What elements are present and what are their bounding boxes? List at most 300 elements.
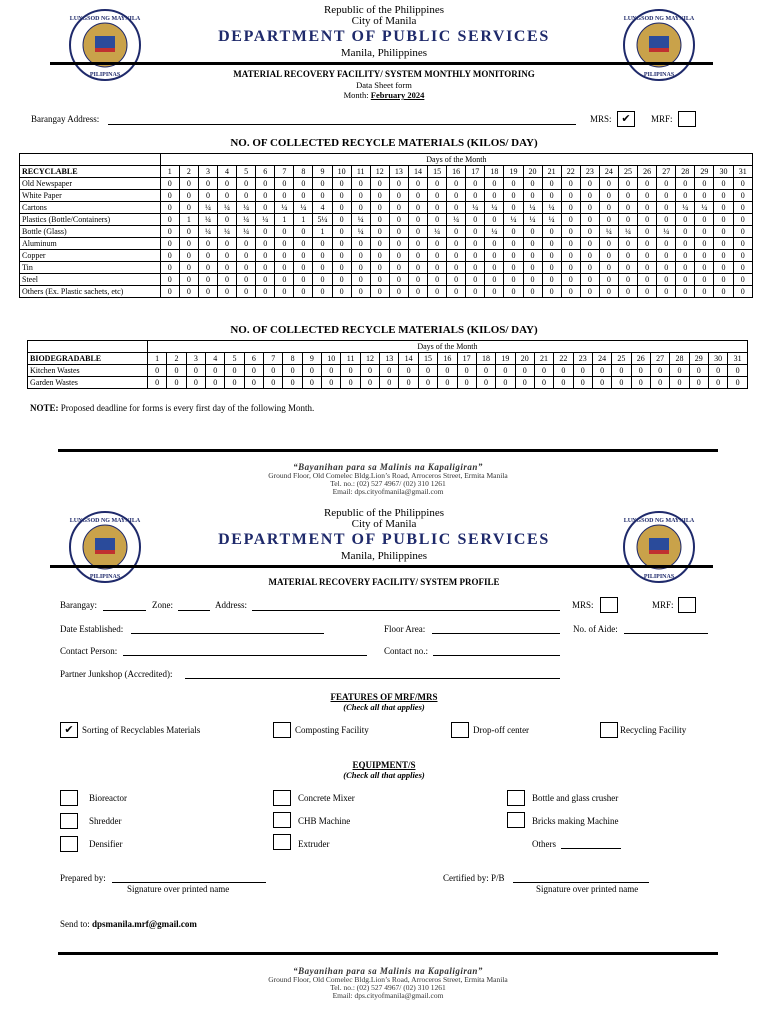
equip-densifier-checkbox[interactable] [60, 836, 78, 852]
day-value-cell[interactable]: 0 [447, 202, 466, 214]
day-value-cell[interactable]: 0 [657, 190, 676, 202]
day-value-cell[interactable]: 0 [733, 274, 752, 286]
day-value-cell[interactable]: 0 [714, 250, 733, 262]
day-value-cell[interactable]: 0 [389, 190, 408, 202]
day-value-cell[interactable]: 0 [466, 190, 485, 202]
day-value-cell[interactable]: ¼ [676, 202, 695, 214]
day-value-cell[interactable]: 4 [313, 202, 332, 214]
day-value-cell[interactable]: 0 [466, 262, 485, 274]
day-value-cell[interactable]: 0 [714, 286, 733, 298]
day-value-cell[interactable]: 0 [370, 262, 389, 274]
day-value-cell[interactable]: 0 [264, 365, 283, 377]
day-value-cell[interactable]: 0 [638, 190, 657, 202]
day-value-cell[interactable]: 0 [618, 238, 637, 250]
day-value-cell[interactable]: 0 [612, 365, 631, 377]
day-value-cell[interactable]: 0 [561, 202, 580, 214]
day-value-cell[interactable]: 0 [580, 202, 599, 214]
day-value-cell[interactable]: 0 [733, 250, 752, 262]
day-value-cell[interactable]: 0 [523, 178, 542, 190]
day-value-cell[interactable]: ¼ [198, 202, 217, 214]
day-value-cell[interactable]: 0 [714, 214, 733, 226]
day-value-cell[interactable]: 0 [504, 262, 523, 274]
day-value-cell[interactable]: 0 [218, 262, 237, 274]
day-value-cell[interactable]: 0 [225, 365, 244, 377]
day-value-cell[interactable]: 0 [638, 238, 657, 250]
day-value-cell[interactable]: 0 [638, 274, 657, 286]
day-value-cell[interactable]: 0 [275, 226, 294, 238]
day-value-cell[interactable]: 0 [370, 250, 389, 262]
day-value-cell[interactable]: 0 [256, 274, 275, 286]
day-value-cell[interactable]: 0 [332, 274, 351, 286]
day-value-cell[interactable]: 0 [256, 226, 275, 238]
day-value-cell[interactable]: 0 [198, 262, 217, 274]
day-value-cell[interactable]: 0 [389, 286, 408, 298]
day-value-cell[interactable]: 0 [676, 250, 695, 262]
day-value-cell[interactable]: 0 [638, 250, 657, 262]
day-value-cell[interactable]: 0 [485, 286, 504, 298]
day-value-cell[interactable]: 0 [380, 377, 399, 389]
day-value-cell[interactable]: 0 [504, 250, 523, 262]
day-value-cell[interactable]: 0 [148, 377, 167, 389]
junkshop-field[interactable] [185, 678, 560, 679]
day-value-cell[interactable]: 0 [370, 190, 389, 202]
day-value-cell[interactable]: 0 [275, 274, 294, 286]
day-value-cell[interactable]: 0 [618, 202, 637, 214]
day-value-cell[interactable]: 0 [418, 377, 437, 389]
day-value-cell[interactable]: 0 [332, 238, 351, 250]
day-value-cell[interactable]: 0 [218, 274, 237, 286]
day-value-cell[interactable]: 0 [612, 377, 631, 389]
day-value-cell[interactable]: 0 [160, 274, 179, 286]
day-value-cell[interactable]: 0 [580, 190, 599, 202]
day-value-cell[interactable]: 0 [573, 377, 592, 389]
day-value-cell[interactable]: 0 [523, 250, 542, 262]
day-value-cell[interactable]: 0 [167, 377, 186, 389]
day-value-cell[interactable]: 0 [485, 190, 504, 202]
equip-others-field[interactable] [561, 848, 621, 849]
day-value-cell[interactable]: 0 [351, 286, 370, 298]
profile-mrf-checkbox[interactable] [678, 597, 696, 613]
day-value-cell[interactable]: 0 [206, 377, 225, 389]
day-value-cell[interactable]: 0 [657, 214, 676, 226]
day-value-cell[interactable]: 0 [256, 202, 275, 214]
day-value-cell[interactable]: ¼ [599, 226, 618, 238]
day-value-cell[interactable]: 0 [198, 274, 217, 286]
day-value-cell[interactable]: 0 [561, 262, 580, 274]
equip-bottle-crusher-checkbox[interactable] [507, 790, 525, 806]
day-value-cell[interactable]: 0 [160, 178, 179, 190]
day-value-cell[interactable]: 0 [676, 214, 695, 226]
day-value-cell[interactable]: 0 [457, 377, 476, 389]
day-value-cell[interactable]: 0 [504, 178, 523, 190]
day-value-cell[interactable]: 0 [650, 377, 669, 389]
day-value-cell[interactable]: 1 [294, 214, 313, 226]
day-value-cell[interactable]: 0 [294, 250, 313, 262]
day-value-cell[interactable]: 0 [179, 202, 198, 214]
certified-by-field[interactable] [513, 882, 649, 883]
day-value-cell[interactable]: ¼ [523, 202, 542, 214]
day-value-cell[interactable]: 0 [496, 365, 515, 377]
day-value-cell[interactable]: 0 [351, 250, 370, 262]
day-value-cell[interactable]: 0 [313, 262, 332, 274]
day-value-cell[interactable]: 0 [580, 274, 599, 286]
day-value-cell[interactable]: 0 [244, 377, 263, 389]
day-value-cell[interactable]: 0 [302, 365, 321, 377]
day-value-cell[interactable]: 0 [561, 274, 580, 286]
day-value-cell[interactable]: 0 [580, 238, 599, 250]
day-value-cell[interactable]: 0 [580, 214, 599, 226]
day-value-cell[interactable]: 0 [561, 226, 580, 238]
day-value-cell[interactable]: 0 [237, 286, 256, 298]
day-value-cell[interactable]: 0 [599, 178, 618, 190]
day-value-cell[interactable]: 0 [179, 190, 198, 202]
day-value-cell[interactable]: 0 [485, 274, 504, 286]
day-value-cell[interactable]: 0 [447, 238, 466, 250]
day-value-cell[interactable]: 0 [504, 202, 523, 214]
equip-extruder-checkbox[interactable] [273, 834, 291, 850]
day-value-cell[interactable]: 0 [237, 178, 256, 190]
day-value-cell[interactable]: 0 [313, 250, 332, 262]
day-value-cell[interactable]: 0 [294, 226, 313, 238]
day-value-cell[interactable]: 0 [198, 286, 217, 298]
day-value-cell[interactable]: 0 [206, 365, 225, 377]
day-value-cell[interactable]: 0 [733, 214, 752, 226]
day-value-cell[interactable]: 0 [676, 262, 695, 274]
day-value-cell[interactable]: 0 [160, 190, 179, 202]
day-value-cell[interactable]: 0 [447, 226, 466, 238]
day-value-cell[interactable]: 0 [523, 190, 542, 202]
prepared-by-field[interactable] [112, 882, 266, 883]
day-value-cell[interactable]: 0 [618, 178, 637, 190]
day-value-cell[interactable]: 0 [733, 262, 752, 274]
day-value-cell[interactable]: ¼ [695, 202, 714, 214]
day-value-cell[interactable]: 0 [466, 226, 485, 238]
equip-shredder-checkbox[interactable] [60, 813, 78, 829]
day-value-cell[interactable]: 0 [389, 178, 408, 190]
day-value-cell[interactable]: 0 [466, 238, 485, 250]
day-value-cell[interactable]: 0 [275, 262, 294, 274]
day-value-cell[interactable]: 0 [504, 286, 523, 298]
day-value-cell[interactable]: 0 [237, 250, 256, 262]
day-value-cell[interactable]: 0 [408, 286, 427, 298]
day-value-cell[interactable]: 0 [332, 214, 351, 226]
equip-chb-checkbox[interactable] [273, 812, 291, 828]
day-value-cell[interactable]: 0 [428, 214, 447, 226]
day-value-cell[interactable]: 0 [179, 178, 198, 190]
day-value-cell[interactable]: 0 [160, 250, 179, 262]
day-value-cell[interactable]: 0 [370, 214, 389, 226]
day-value-cell[interactable]: 0 [332, 262, 351, 274]
day-value-cell[interactable]: 0 [275, 250, 294, 262]
day-value-cell[interactable]: 0 [389, 202, 408, 214]
day-value-cell[interactable]: 0 [676, 238, 695, 250]
day-value-cell[interactable]: 0 [332, 286, 351, 298]
day-value-cell[interactable]: 0 [160, 226, 179, 238]
day-value-cell[interactable]: 0 [218, 178, 237, 190]
day-value-cell[interactable]: 0 [728, 377, 748, 389]
day-value-cell[interactable]: 0 [534, 365, 553, 377]
zone-field[interactable] [178, 610, 210, 611]
day-value-cell[interactable]: 0 [733, 286, 752, 298]
day-value-cell[interactable]: 0 [695, 274, 714, 286]
day-value-cell[interactable]: 0 [218, 238, 237, 250]
day-value-cell[interactable]: 0 [504, 190, 523, 202]
feature-recycling-checkbox[interactable] [600, 722, 618, 738]
day-value-cell[interactable]: 1 [275, 214, 294, 226]
day-value-cell[interactable]: ¼ [618, 226, 637, 238]
day-value-cell[interactable]: 0 [418, 365, 437, 377]
day-value-cell[interactable]: 0 [657, 238, 676, 250]
day-value-cell[interactable]: 0 [618, 274, 637, 286]
day-value-cell[interactable]: 0 [599, 238, 618, 250]
day-value-cell[interactable]: 0 [599, 286, 618, 298]
day-value-cell[interactable]: 0 [370, 226, 389, 238]
day-value-cell[interactable]: 0 [515, 377, 534, 389]
day-value-cell[interactable]: 0 [351, 202, 370, 214]
day-value-cell[interactable]: 0 [438, 377, 457, 389]
day-value-cell[interactable]: 0 [160, 202, 179, 214]
day-value-cell[interactable]: 0 [638, 202, 657, 214]
day-value-cell[interactable]: 0 [351, 238, 370, 250]
day-value-cell[interactable]: ¼ [256, 214, 275, 226]
day-value-cell[interactable]: 0 [714, 202, 733, 214]
day-value-cell[interactable]: 0 [447, 262, 466, 274]
day-value-cell[interactable]: 0 [360, 365, 379, 377]
day-value-cell[interactable]: 0 [476, 365, 495, 377]
day-value-cell[interactable]: 0 [695, 286, 714, 298]
day-value-cell[interactable]: 0 [179, 274, 198, 286]
day-value-cell[interactable]: 0 [695, 190, 714, 202]
day-value-cell[interactable]: 0 [351, 190, 370, 202]
day-value-cell[interactable]: 0 [167, 365, 186, 377]
day-value-cell[interactable]: 0 [275, 178, 294, 190]
day-value-cell[interactable]: ¼ [237, 214, 256, 226]
day-value-cell[interactable]: 0 [294, 178, 313, 190]
day-value-cell[interactable]: 0 [618, 250, 637, 262]
day-value-cell[interactable]: 0 [599, 250, 618, 262]
day-value-cell[interactable]: 0 [399, 365, 418, 377]
day-value-cell[interactable]: 0 [504, 274, 523, 286]
day-value-cell[interactable]: 0 [408, 202, 427, 214]
day-value-cell[interactable]: 0 [322, 365, 341, 377]
day-value-cell[interactable]: 0 [332, 226, 351, 238]
day-value-cell[interactable]: ¼ [275, 202, 294, 214]
day-value-cell[interactable]: 0 [561, 214, 580, 226]
day-value-cell[interactable]: 0 [408, 262, 427, 274]
day-value-cell[interactable]: 0 [523, 286, 542, 298]
day-value-cell[interactable]: 0 [728, 365, 748, 377]
day-value-cell[interactable]: ¼ [294, 202, 313, 214]
day-value-cell[interactable]: 0 [695, 238, 714, 250]
day-value-cell[interactable]: 0 [733, 226, 752, 238]
day-value-cell[interactable]: 0 [313, 190, 332, 202]
day-value-cell[interactable]: 0 [332, 250, 351, 262]
day-value-cell[interactable]: 0 [714, 226, 733, 238]
day-value-cell[interactable]: 0 [676, 274, 695, 286]
profile-mrs-checkbox[interactable] [600, 597, 618, 613]
day-value-cell[interactable]: 0 [631, 377, 650, 389]
day-value-cell[interactable]: 0 [714, 178, 733, 190]
day-value-cell[interactable]: ¼ [351, 226, 370, 238]
day-value-cell[interactable]: 0 [580, 226, 599, 238]
day-value-cell[interactable]: 0 [256, 238, 275, 250]
day-value-cell[interactable]: 0 [657, 286, 676, 298]
day-value-cell[interactable]: 0 [714, 238, 733, 250]
day-value-cell[interactable]: 0 [389, 262, 408, 274]
day-value-cell[interactable]: 0 [275, 238, 294, 250]
day-value-cell[interactable]: 0 [198, 250, 217, 262]
day-value-cell[interactable]: 0 [542, 238, 561, 250]
day-value-cell[interactable]: 0 [294, 262, 313, 274]
day-value-cell[interactable]: 0 [179, 262, 198, 274]
day-value-cell[interactable]: 0 [447, 190, 466, 202]
day-value-cell[interactable]: 0 [695, 226, 714, 238]
day-value-cell[interactable]: 0 [714, 190, 733, 202]
day-value-cell[interactable]: 0 [496, 377, 515, 389]
day-value-cell[interactable]: ¼ [198, 226, 217, 238]
contact-no-field[interactable] [433, 655, 560, 656]
day-value-cell[interactable]: 0 [160, 238, 179, 250]
day-value-cell[interactable]: 0 [332, 202, 351, 214]
day-value-cell[interactable]: 0 [447, 178, 466, 190]
day-value-cell[interactable]: 0 [466, 178, 485, 190]
day-value-cell[interactable]: 0 [618, 286, 637, 298]
day-value-cell[interactable]: 0 [275, 286, 294, 298]
day-value-cell[interactable]: 0 [283, 365, 302, 377]
day-value-cell[interactable]: 1 [179, 214, 198, 226]
equip-bioreactor-checkbox[interactable] [60, 790, 78, 806]
no-of-aide-field[interactable] [624, 633, 708, 634]
day-value-cell[interactable]: 0 [561, 178, 580, 190]
day-value-cell[interactable]: 0 [542, 226, 561, 238]
day-value-cell[interactable]: 0 [148, 365, 167, 377]
day-value-cell[interactable]: 0 [370, 178, 389, 190]
feature-sorting-checkbox[interactable]: ✔ [60, 722, 78, 738]
day-value-cell[interactable]: 0 [542, 262, 561, 274]
day-value-cell[interactable]: 0 [618, 214, 637, 226]
mrf-checkbox[interactable] [678, 111, 696, 127]
day-value-cell[interactable]: 0 [225, 377, 244, 389]
day-value-cell[interactable]: 0 [638, 214, 657, 226]
day-value-cell[interactable]: 0 [264, 377, 283, 389]
day-value-cell[interactable]: 0 [485, 214, 504, 226]
day-value-cell[interactable]: 0 [428, 262, 447, 274]
day-value-cell[interactable]: 0 [244, 365, 263, 377]
day-value-cell[interactable]: 0 [237, 262, 256, 274]
day-value-cell[interactable]: 0 [389, 226, 408, 238]
day-value-cell[interactable]: 0 [408, 214, 427, 226]
day-value-cell[interactable]: 0 [218, 190, 237, 202]
feature-dropoff-checkbox[interactable] [451, 722, 469, 738]
day-value-cell[interactable]: 0 [313, 238, 332, 250]
day-value-cell[interactable]: 0 [733, 202, 752, 214]
send-to-email[interactable]: dpsmanila.mrf@gmail.com [92, 919, 197, 929]
day-value-cell[interactable]: 0 [695, 262, 714, 274]
day-value-cell[interactable]: 0 [447, 250, 466, 262]
day-value-cell[interactable]: 0 [447, 286, 466, 298]
day-value-cell[interactable]: 0 [599, 262, 618, 274]
day-value-cell[interactable]: 0 [370, 238, 389, 250]
day-value-cell[interactable]: 0 [523, 274, 542, 286]
day-value-cell[interactable]: 0 [618, 190, 637, 202]
day-value-cell[interactable]: 0 [657, 178, 676, 190]
day-value-cell[interactable]: 0 [554, 377, 573, 389]
day-value-cell[interactable]: 0 [466, 286, 485, 298]
day-value-cell[interactable]: 0 [695, 214, 714, 226]
day-value-cell[interactable]: 0 [599, 202, 618, 214]
day-value-cell[interactable]: 0 [179, 286, 198, 298]
day-value-cell[interactable]: 0 [237, 274, 256, 286]
day-value-cell[interactable]: 0 [657, 274, 676, 286]
day-value-cell[interactable]: 0 [689, 365, 708, 377]
day-value-cell[interactable]: 0 [733, 190, 752, 202]
day-value-cell[interactable]: 0 [160, 214, 179, 226]
day-value-cell[interactable]: 0 [523, 226, 542, 238]
day-value-cell[interactable]: ¼ [351, 214, 370, 226]
day-value-cell[interactable]: 0 [695, 250, 714, 262]
day-value-cell[interactable]: 0 [534, 377, 553, 389]
mrs-checkbox[interactable]: ✔ [617, 111, 635, 127]
contact-person-field[interactable] [123, 655, 367, 656]
day-value-cell[interactable]: 0 [399, 377, 418, 389]
day-value-cell[interactable]: ¼ [542, 202, 561, 214]
day-value-cell[interactable]: 0 [670, 365, 689, 377]
day-value-cell[interactable]: 5¼ [313, 214, 332, 226]
day-value-cell[interactable]: 0 [670, 377, 689, 389]
day-value-cell[interactable]: ¼ [657, 226, 676, 238]
equip-concrete-mixer-checkbox[interactable] [273, 790, 291, 806]
day-value-cell[interactable]: 0 [160, 262, 179, 274]
day-value-cell[interactable]: 0 [561, 250, 580, 262]
day-value-cell[interactable]: 0 [218, 214, 237, 226]
day-value-cell[interactable]: ¼ [504, 214, 523, 226]
day-value-cell[interactable]: 0 [599, 190, 618, 202]
day-value-cell[interactable]: 0 [428, 238, 447, 250]
day-value-cell[interactable]: 0 [389, 250, 408, 262]
day-value-cell[interactable]: 0 [198, 190, 217, 202]
day-value-cell[interactable]: 0 [428, 286, 447, 298]
day-value-cell[interactable]: 0 [689, 377, 708, 389]
day-value-cell[interactable]: 0 [714, 262, 733, 274]
day-value-cell[interactable]: 0 [332, 178, 351, 190]
day-value-cell[interactable]: 0 [179, 250, 198, 262]
day-value-cell[interactable]: 0 [408, 238, 427, 250]
day-value-cell[interactable]: 0 [438, 365, 457, 377]
day-value-cell[interactable]: 0 [294, 190, 313, 202]
day-value-cell[interactable]: 0 [256, 262, 275, 274]
floor-area-field[interactable] [432, 633, 560, 634]
day-value-cell[interactable]: 0 [313, 274, 332, 286]
day-value-cell[interactable]: ¼ [428, 226, 447, 238]
day-value-cell[interactable]: 0 [179, 226, 198, 238]
day-value-cell[interactable]: 0 [485, 250, 504, 262]
day-value-cell[interactable]: ¼ [485, 202, 504, 214]
day-value-cell[interactable]: 0 [733, 238, 752, 250]
day-value-cell[interactable]: 0 [631, 365, 650, 377]
day-value-cell[interactable]: 0 [457, 365, 476, 377]
day-value-cell[interactable]: 0 [256, 250, 275, 262]
day-value-cell[interactable]: 0 [332, 190, 351, 202]
day-value-cell[interactable]: 0 [573, 365, 592, 377]
day-value-cell[interactable]: 0 [580, 178, 599, 190]
day-value-cell[interactable]: 0 [657, 202, 676, 214]
day-value-cell[interactable]: 0 [370, 286, 389, 298]
day-value-cell[interactable]: 0 [313, 178, 332, 190]
day-value-cell[interactable]: 0 [504, 226, 523, 238]
day-value-cell[interactable]: 0 [428, 178, 447, 190]
day-value-cell[interactable]: 0 [294, 286, 313, 298]
day-value-cell[interactable]: ¼ [237, 202, 256, 214]
